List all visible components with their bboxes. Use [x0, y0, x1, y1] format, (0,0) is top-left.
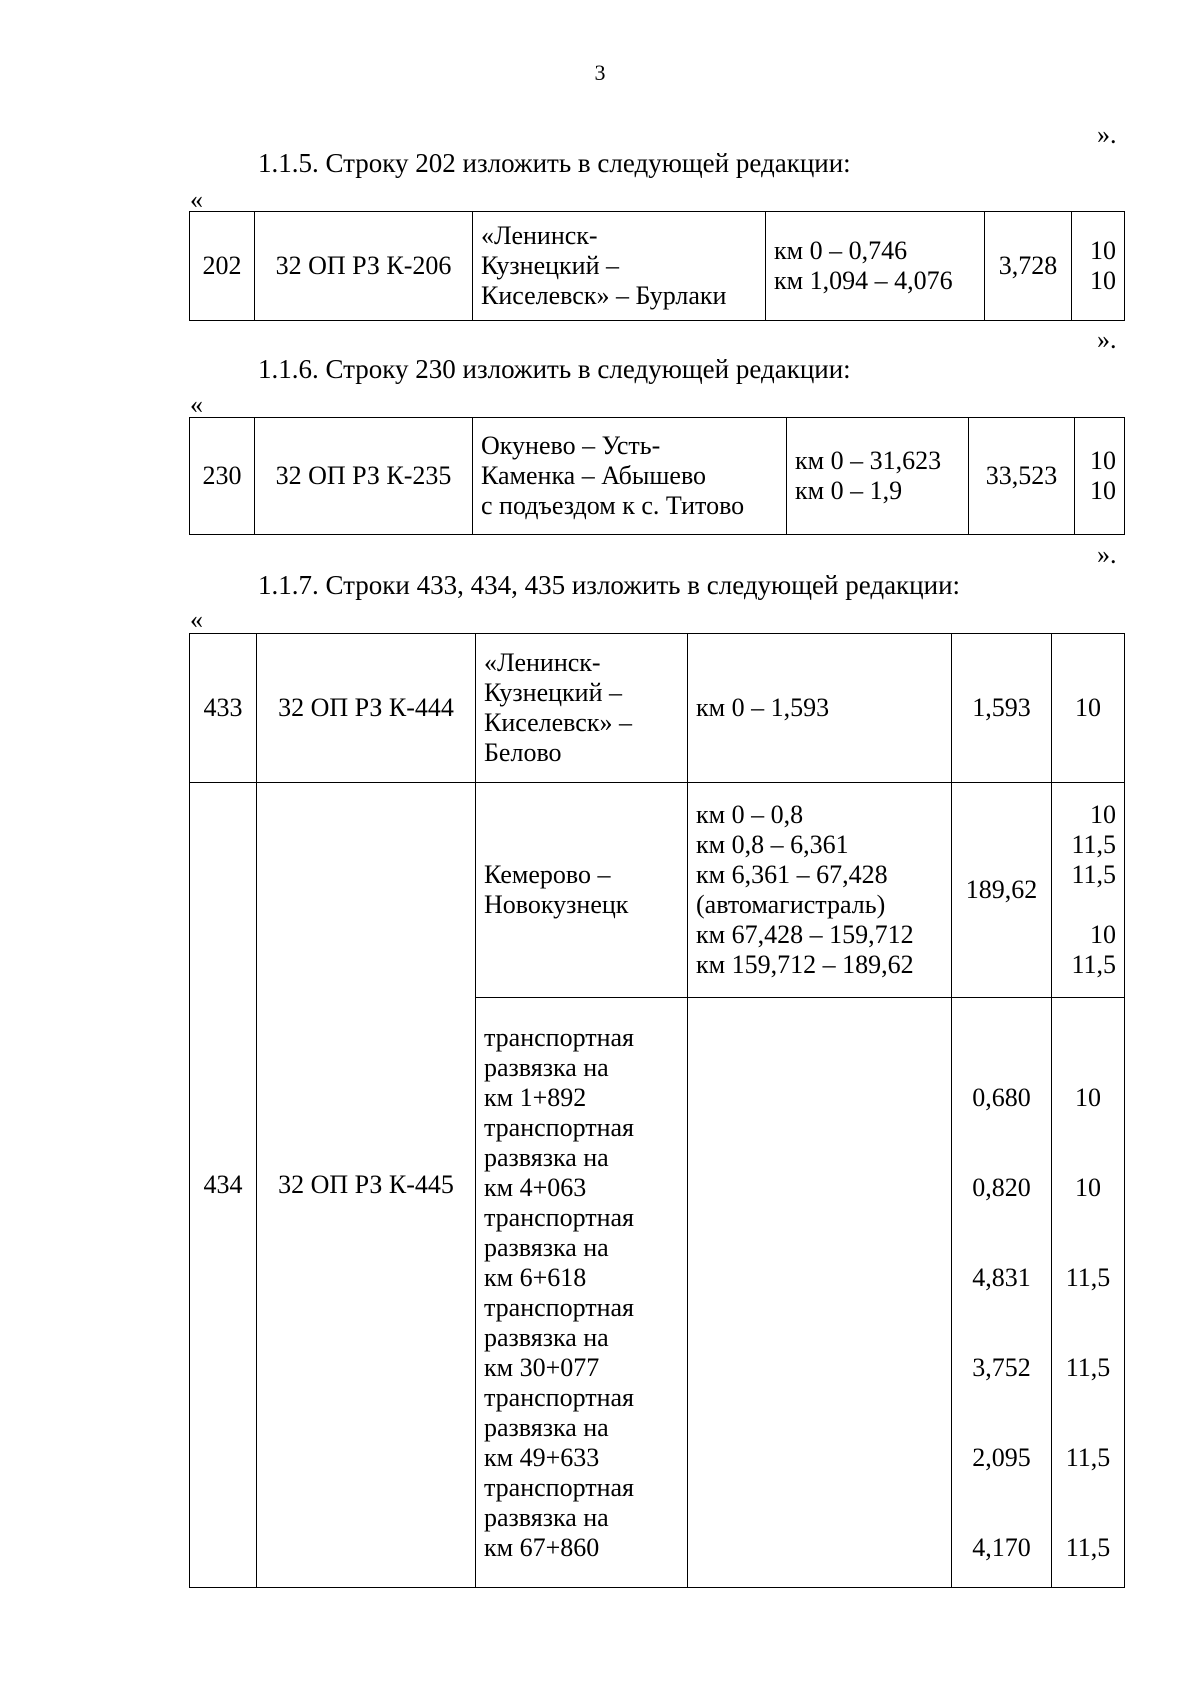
table-row [190, 418, 1125, 535]
opening-quote: « [190, 605, 203, 634]
junction-names: транспортная развязка на км 1+892 транспортная развязка на км 4+063 транспортная развязка на км 6+618 транспортная развязка на км 30+077 транспортная развязка на км 49+633 транспортная развязка на км 67+860 [476, 998, 688, 1588]
road-width: 10 10 [1075, 418, 1125, 535]
road-length: 1,593 [952, 634, 1052, 783]
road-code: 32 ОП РЗ К-235 [255, 418, 473, 535]
junction-widths: 10 10 11,5 11,5 11,5 11,5 [1052, 998, 1125, 1588]
table-row-202 [189, 211, 1125, 321]
road-code: 32 ОП РЗ К-445 [257, 783, 476, 1588]
km-range: км 0 – 0,8 км 0,8 – 6,361 км 6,361 – 67,428 (автомагистраль) км 67,428 – 159,712 км 159,712 – 189,62 [688, 783, 952, 998]
closing-quote: ». [1097, 120, 1117, 149]
table-row [190, 212, 1125, 321]
road-length: 189,62 [952, 783, 1052, 998]
row-number: 433 [190, 634, 257, 783]
table-row-230 [189, 417, 1125, 535]
table-row [190, 634, 1125, 783]
road-width: 10 10 [1072, 212, 1125, 321]
road-length: 33,523 [969, 418, 1075, 535]
km-range: км 0 – 0,746 км 1,094 – 4,076 [766, 212, 985, 321]
road-width: 10 [1052, 634, 1125, 783]
opening-quote: « [190, 390, 203, 419]
section-heading: 1.1.7. Строки 433, 434, 435 изложить в следующей редакции: [258, 570, 961, 600]
closing-quote: ». [1097, 325, 1117, 354]
road-code: 32 ОП РЗ К-206 [255, 212, 473, 321]
road-name: Окунево – Усть- Каменка – Абышево с подъездом к с. Титово [473, 418, 787, 535]
km-range-empty [688, 998, 952, 1588]
opening-quote: « [190, 185, 203, 214]
row-number: 230 [190, 418, 255, 535]
section-heading: 1.1.5. Строку 202 изложить в следующей редакции: [258, 148, 851, 178]
table-rows-433-434 [189, 633, 1125, 1588]
road-name: «Ленинск- Кузнецкий – Киселевск» – Белово [476, 634, 688, 783]
road-length: 3,728 [985, 212, 1072, 321]
table-row [190, 783, 1125, 998]
km-range: км 0 – 31,623 км 0 – 1,9 [787, 418, 969, 535]
km-range: км 0 – 1,593 [688, 634, 952, 783]
road-name: «Ленинск- Кузнецкий – Киселевск» – Бурлаки [473, 212, 766, 321]
row-number: 202 [190, 212, 255, 321]
row-number: 434 [190, 783, 257, 1588]
junction-lengths: 0,680 0,820 4,831 3,752 2,095 4,170 [952, 998, 1052, 1588]
road-code: 32 ОП РЗ К-444 [257, 634, 476, 783]
section-heading: 1.1.6. Строку 230 изложить в следующей редакции: [258, 354, 851, 384]
road-width: 10 11,5 11,5 10 11,5 [1052, 783, 1125, 998]
closing-quote: ». [1097, 540, 1117, 569]
page-number: 3 [594, 60, 606, 85]
road-name: Кемерово – Новокузнецк [476, 783, 688, 998]
